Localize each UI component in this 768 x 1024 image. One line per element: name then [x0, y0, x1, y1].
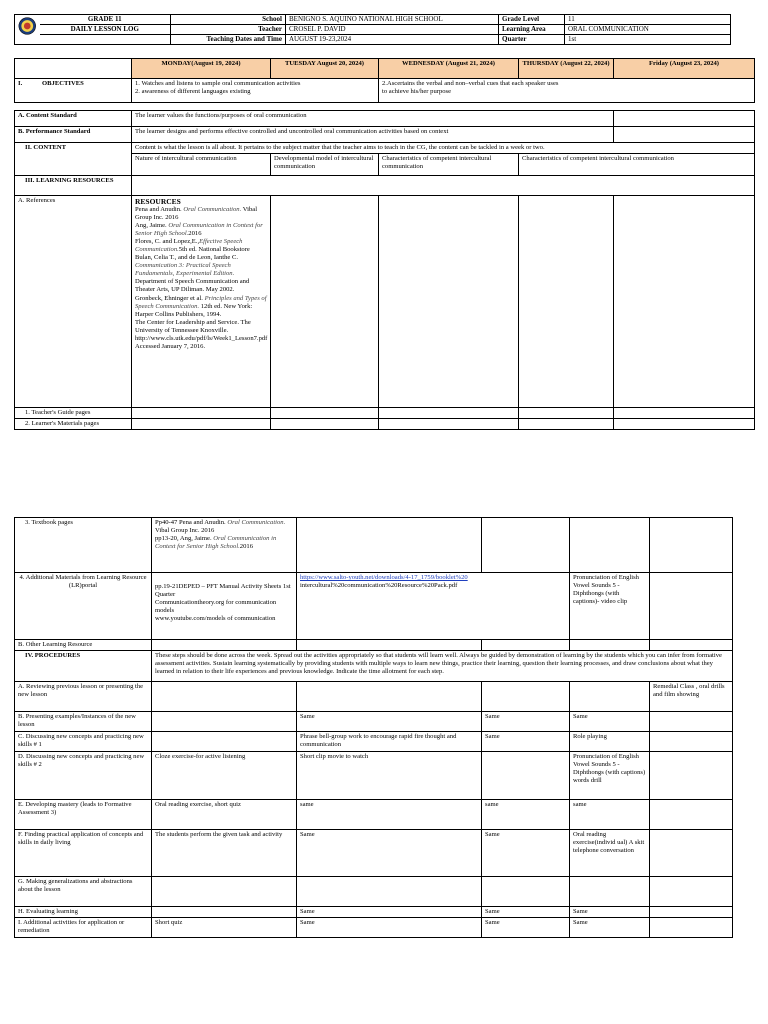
school-value: BENIGNO S. AQUINO NATIONAL HIGH SCHOOL [286, 15, 499, 25]
grade-title: GRADE 11 [40, 15, 171, 25]
grade-level-label: Grade Level [499, 15, 565, 25]
teacher-label: Teacher [171, 25, 286, 35]
resource-1: Pena and Anudin. Oral Communication. Vibal Group Inc. 2016 [135, 206, 258, 222]
quarter-value: 1st [565, 35, 731, 45]
objectives-mon: 1. Watches and listens to sample oral communication activities 2. awareness of different languages existing [132, 79, 379, 103]
learning-resources-label: III. LEARNING RESOURCES [15, 176, 132, 196]
resources-cell [132, 196, 271, 408]
content-mon: Nature of intercultural communication [132, 154, 271, 176]
references-label: A. References [15, 196, 132, 408]
quarter-label: Quarter [499, 35, 565, 45]
learning-area-value: ORAL COMMUNICATION [565, 25, 731, 35]
proc-e-label: E. Developing mastery (leads to Formative Assessment 3) [15, 800, 152, 830]
other-resource-label: B. Other Learning Resource [15, 640, 152, 651]
additional-materials-label: 4. Additional Materials from Learning Resource (LR)portal [15, 573, 152, 640]
proc-a-fri: Remedial Class , oral drills and film showing [650, 682, 733, 712]
procedures-text: These steps should be done across the week. Spread out the activities appropriately so that students will learn well. Always be guided by demonstration of learning by the students which you can infer from formative assessment activities. Sustain learning systematically by providing students with multiple ways to learn new things, practice their learning, question their learning processes, and draw conclusions about what they learned in relation to their life experiences and previous knowledge. Indicate the time allotment for each step. [152, 651, 733, 682]
proc-g-label: G. Making generalizations and abstractions about the lesson [15, 877, 152, 907]
proc-b-label: B. Presenting examples/Instances of the new lesson [15, 712, 152, 732]
learners-materials-label: 2. Learner's Materials pages [15, 419, 132, 430]
deped-seal-icon [18, 15, 37, 37]
seal-cell [15, 15, 40, 45]
content-standard-text: The learner values the functions/purposes of oral communication [132, 111, 614, 127]
procedures-label: IV. PROCEDURES [15, 651, 152, 682]
teachers-guide-label: 1. Teacher's Guide pages [15, 408, 132, 419]
additional-mon: pp.19-21DEPED – PFT Manual Activity Sheets 1st Quarter Communicationtheory.org for communication models www.youtube.com/models of communication [152, 573, 297, 640]
day-tuesday: TUESDAY August 20, 2024) [271, 59, 379, 79]
additional-wed: https://www.salto-youth.net/downloads/4-17_1759/booklet%20 intercultural%20communication%20Resource%20Pack.pdf [297, 573, 570, 640]
proc-d-label: D. Discussing new concepts and practicing new skills # 2 [15, 752, 152, 800]
objectives-wed: 2.Ascertains the verbal and non–verbal cues that each speaker uses to achieve his/her purpose [379, 79, 614, 103]
resource-4: Communication 3: Practical Speech Fundamentals, Experimental Edition. Department of Speech Communication and Theater Arts, UP Diliman. May 2002. [135, 262, 250, 294]
textbook-mon: Pp40-47 Pena and Anudin. Oral Communication. Vibal Group Inc. 2016 pp13-20, Ang, Jaime. Oral Communication in Context for Senior High School.2016 [152, 518, 297, 573]
objectives-label: I. OBJECTIVES [15, 79, 132, 103]
lesson-table-2: 3. Textbook pages Pp40-47 Pena and Anudin. Oral Communication. Vibal Group Inc. 2016 pp13-20, Ang, Jaime. Oral Communication in Context for Senior High School.2016 4. Additional Materials from Learning Resource (LR)portal pp.19-21DEPED – PFT Manual Activity Sheets 1st Quarter Communicationtheory.org for communication models www.youtube.com/models of communication https://www.salto-youth.net/downloads/4-17_1759/booklet%20 intercultural%20communication%20Resource%20Pack.pdf Pronunciation of English Vowel Sounds 5 - Diphthongs (with captions)- video clip B. Other Learning Resource IV. PROCEDURES These steps should be done across the week. Spread out the activities appropriately so that students will learn well. Always be guided by demonstration of learning by the students which you can infer from formative assessment activities. Sustain learning systematically by providing students with multiple ways to learn new things, practice their learning, question their learning processes, and draw conclusions about what they learned in relation to their life experiences and previous knowledge. Indicate the time allotment for each step. A. Reviewing previous lesson or presenting the new lesson Remedial Class , oral drills and film showing B. Presenting examples/Instances of the new lesson Same Same Same C. Discussing new concepts and practicing new skills # 1 Phrase bell-group work to encourage rapid fire thought and communication Same Role playing D. Discussing new concepts and practicing new skills # 2 Cloze exercise-for active listening Short clip movie to watch Pronunciation of English Vowel Sounds 5 - Diphthongs (with captions) words drill E. Developing mastery (leads to Formative Assessment 3) Oral reading exercise, short quiz same same same F. Finding practical application of concepts and skills in daily living The students perform the given task and activity Same Same Oral reading exercise(individ ual) A skit telephone conversation G. Making generalizations and abstractions about the lesson H. Evaluating learning Same Same Same I. Additional activities for application or remediation Short quiz Same Same Same [14, 517, 733, 938]
teacher-value: CROSEL P. DAVID [286, 25, 499, 35]
proc-f-label: F. Finding practical application of concepts and skills in daily living [15, 830, 152, 877]
performance-standard-text: The learner designs and performs effective controlled and uncontrolled oral communication activities based on context [132, 127, 614, 143]
day-monday: MONDAY(August 19, 2024) [132, 59, 271, 79]
proc-a-label: A. Reviewing previous lesson or presenting the new lesson [15, 682, 152, 712]
content-label: II. CONTENT [15, 143, 132, 176]
content-thu: Characteristics of competent intercultural communication [519, 154, 755, 176]
day-wednesday: WEDNESDAY (August 21, 2024) [379, 59, 519, 79]
resources-title: RESOURCES [135, 197, 181, 207]
resource-3: Flores, C. and Lopez,E.,Effective Speech Communication.5th ed. National Bookstore Bulan, Celia T., and de Leon, Ianthe C. [135, 238, 250, 262]
additional-fri: Pronunciation of English Vowel Sounds 5 - Diphthongs (with captions)- video clip [570, 573, 650, 640]
day-friday: Friday (August 23, 2024) [614, 59, 755, 79]
dates-label: Teaching Dates and Time [171, 35, 286, 45]
proc-h-label: H. Evaluating learning [15, 907, 152, 918]
content-wed: Characteristics of competent intercultural communication [379, 154, 519, 176]
textbook-label: 3. Textbook pages [15, 518, 152, 573]
proc-c-label: C. Discussing new concepts and practicing new skills # 1 [15, 732, 152, 752]
resource-6: The Center for Leadership and Service. The University of Tennessee Knoxville. http://www.cls.utk.edu/pdf/ls/Week1_Lesson7.pdf Accessed January 7, 2016. [135, 318, 268, 350]
content-tue: Developmental model of intercultural communication [271, 154, 379, 176]
day-thursday: THURSDAY (August 22, 2024) [519, 59, 614, 79]
resource-5: Gronbeck, Ehninger et al. Principles and Types of Speech Communication. 12th ed. New York: Harper Collins Publishers, 1994. [135, 294, 267, 318]
doc-title: DAILY LESSON LOG [40, 25, 171, 35]
dates-value: AUGUST 19-23,2024 [286, 35, 499, 45]
header-table [14, 14, 731, 45]
content-standard-label: A. Content Standard [15, 111, 132, 127]
grade-level-value: 11 [565, 15, 731, 25]
content-intro: Content is what the lesson is all about. It pertains to the subject matter that the teacher aims to teach in the CG, the content can be tackled in a week or two. [132, 143, 755, 154]
learning-area-label: Learning Area [499, 25, 565, 35]
salto-youth-link[interactable]: https://www.salto-youth.net/downloads/4-17_1759/booklet%20 [300, 574, 468, 581]
proc-i-label: I. Additional activities for application or remediation [15, 918, 152, 938]
school-label: School [171, 15, 286, 25]
lesson-table-1 [14, 58, 755, 430]
resource-2: Ang, Jaime. Oral Communication in Context for Senior High School.2016 [135, 222, 263, 238]
performance-standard-label: B. Performance Standard [15, 127, 132, 143]
